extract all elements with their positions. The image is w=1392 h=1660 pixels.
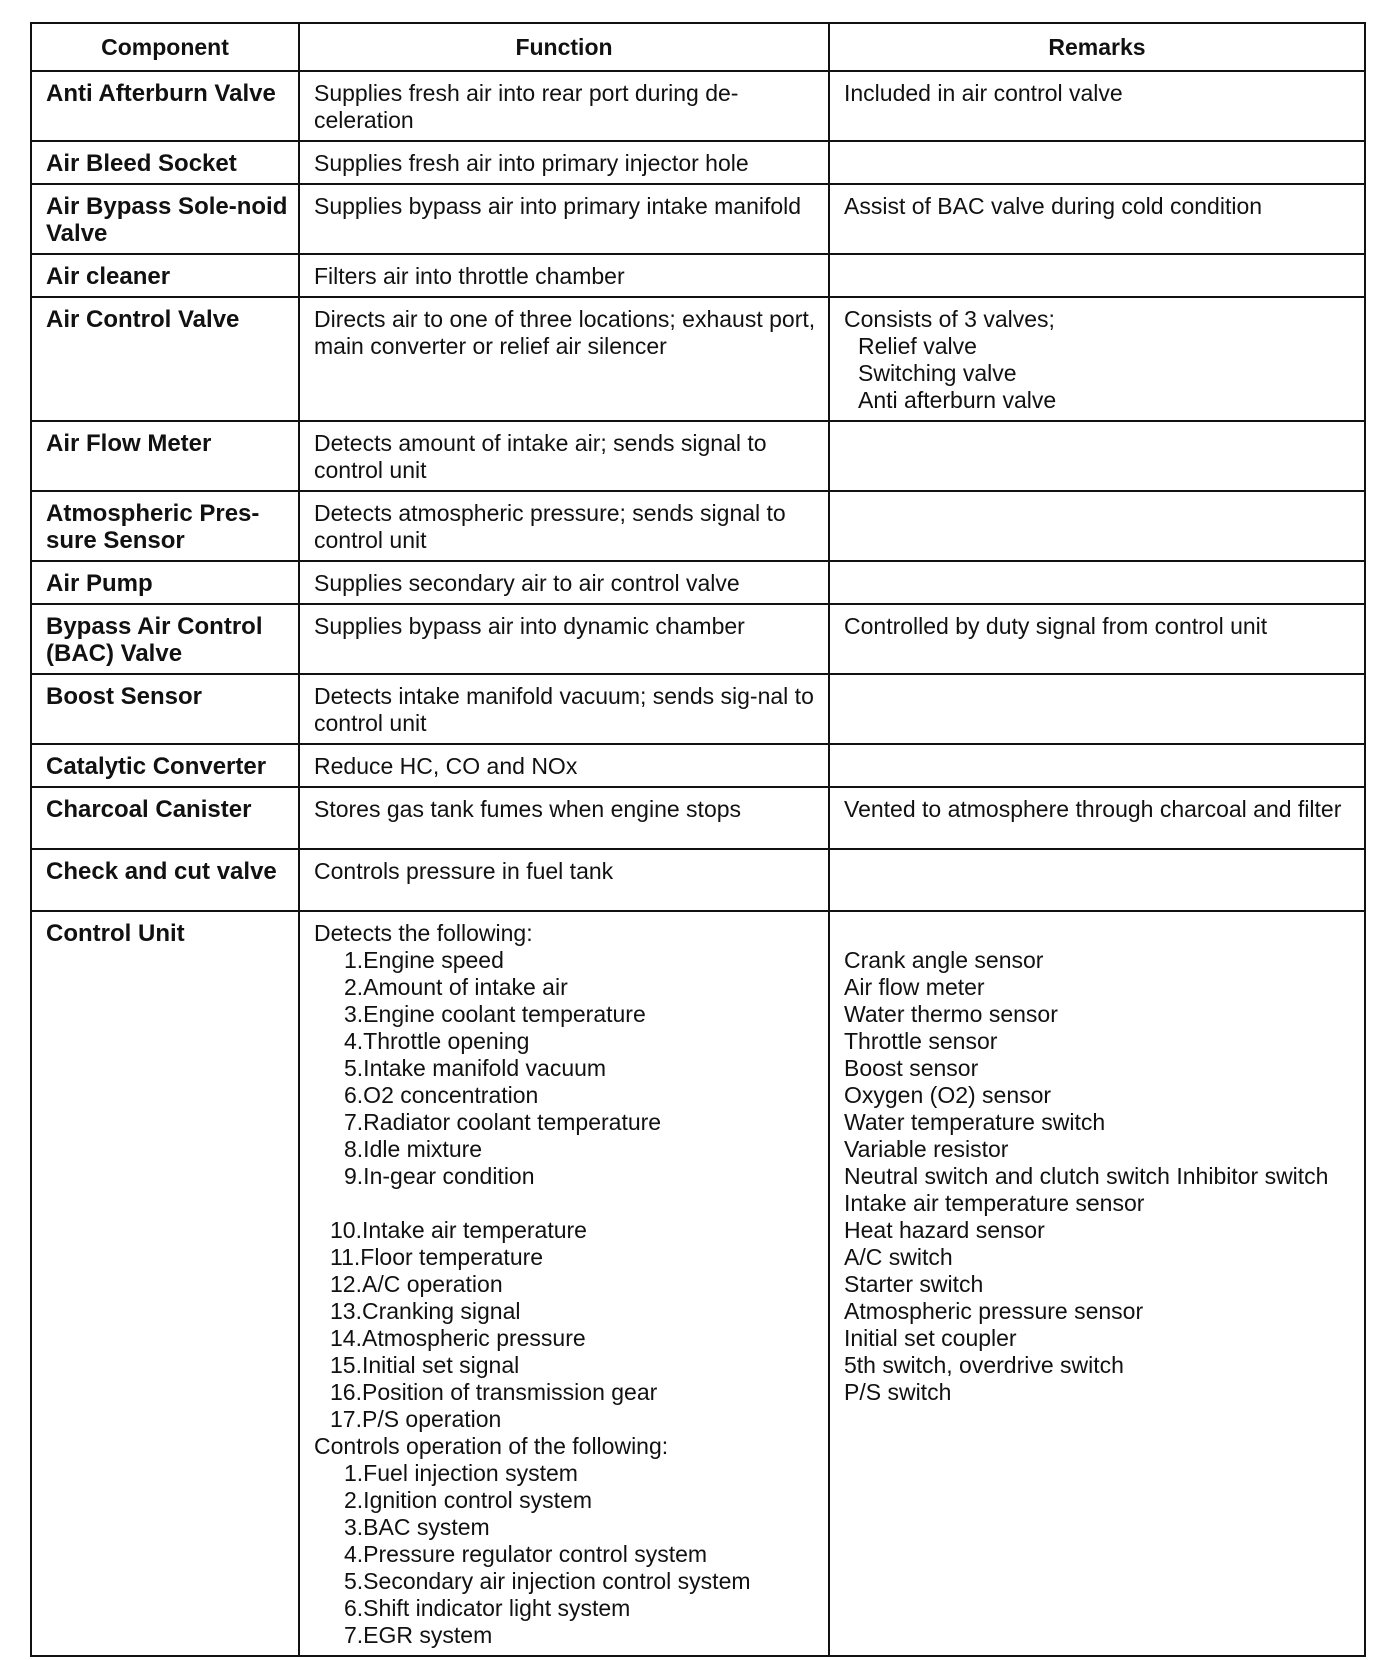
- list-item: 1.Fuel injection system: [344, 1460, 578, 1486]
- remarks-cell: Assist of BAC valve during cold condition: [829, 184, 1365, 254]
- list-item: 9.In-gear condition: [344, 1163, 535, 1189]
- component-cell: Air cleaner: [31, 254, 299, 297]
- function-cell: Detects intake manifold vacuum; sends sig-nal to control unit: [299, 674, 829, 744]
- function-cell: Detects atmospheric pressure; sends signal to control unit: [299, 491, 829, 561]
- component-cell: Air Bypass Sole-noid Valve: [31, 184, 299, 254]
- remarks-cell: Controlled by duty signal from control unit: [829, 604, 1365, 674]
- component-cell: Anti Afterburn Valve: [31, 71, 299, 141]
- table-row: [31, 561, 1365, 604]
- list-item: 4.Throttle opening: [344, 1028, 530, 1054]
- list-item: 16.Position of transmission gear: [330, 1379, 658, 1405]
- list-item: Intake air temperature sensor: [844, 1190, 1145, 1216]
- function-cell: Supplies fresh air into primary injector hole: [299, 141, 829, 184]
- list-item: 7.EGR system: [344, 1622, 493, 1648]
- function-cell: Supplies bypass air into dynamic chamber: [299, 604, 829, 674]
- list-item: 8.Idle mixture: [344, 1136, 483, 1162]
- list-item: Neutral switch and clutch switch Inhibitor switch: [844, 1163, 1329, 1189]
- list-item: Variable resistor: [844, 1136, 1009, 1162]
- list-item: 6.O2 concentration: [344, 1082, 539, 1108]
- list-item: 3.BAC system: [344, 1514, 490, 1540]
- table-row-control-unit: [31, 911, 1365, 1656]
- function-cell: [299, 911, 829, 1656]
- remarks-cell: [829, 849, 1365, 911]
- function-cell: Directs air to one of three locations; exhaust port, main converter or relief air silencer: [299, 297, 829, 421]
- component-cell: Air Pump: [31, 561, 299, 604]
- table-row: [31, 787, 1365, 849]
- controls-intro: Controls operation of the following:: [314, 1433, 669, 1459]
- list-item: 12.A/C operation: [330, 1271, 503, 1297]
- header-function: Function: [299, 23, 829, 71]
- component-cell: Atmospheric Pres-sure Sensor: [31, 491, 299, 561]
- list-item: 14.Atmospheric pressure: [330, 1325, 586, 1351]
- component-cell: Charcoal Canister: [31, 787, 299, 849]
- function-cell: Stores gas tank fumes when engine stops: [299, 787, 829, 849]
- list-item: 4.Pressure regulator control system: [344, 1541, 708, 1567]
- list-item: 10.Intake air temperature: [330, 1217, 587, 1243]
- function-cell: Supplies fresh air into rear port during de-celeration: [299, 71, 829, 141]
- list-item: 7.Radiator coolant temperature: [344, 1109, 662, 1135]
- remarks-cell: [829, 141, 1365, 184]
- component-cell: Boost Sensor: [31, 674, 299, 744]
- component-cell: Air Bleed Socket: [31, 141, 299, 184]
- detects-intro: Detects the following:: [314, 920, 533, 946]
- list-item: Crank angle sensor: [844, 947, 1044, 973]
- list-item: Heat hazard sensor: [844, 1217, 1045, 1243]
- table-row: [31, 71, 1365, 141]
- list-item: Water temperature switch: [844, 1109, 1106, 1135]
- header-component: Component: [31, 23, 299, 71]
- table-row: [31, 744, 1365, 787]
- header-row: [31, 23, 1365, 71]
- function-cell: Reduce HC, CO and NOx: [299, 744, 829, 787]
- list-item: 5th switch, overdrive switch: [844, 1352, 1124, 1378]
- sensor-list: [844, 920, 1354, 1406]
- table-row: [31, 184, 1365, 254]
- list-item: Air flow meter: [844, 974, 985, 1000]
- list-item: P/S switch: [844, 1379, 952, 1405]
- function-cell: Detects amount of intake air; sends signal to control unit: [299, 421, 829, 491]
- table-row: [31, 604, 1365, 674]
- remarks-item: Relief valve: [858, 333, 977, 359]
- function-cell: Supplies bypass air into primary intake manifold: [299, 184, 829, 254]
- controls-list: [314, 1460, 818, 1649]
- remarks-cell: [829, 491, 1365, 561]
- table-row: [31, 491, 1365, 561]
- remarks-cell: [829, 421, 1365, 491]
- list-item: 13.Cranking signal: [330, 1298, 521, 1324]
- remarks-cell: Included in air control valve: [829, 71, 1365, 141]
- list-item: 1.Engine speed: [344, 947, 504, 973]
- list-item: A/C switch: [844, 1244, 953, 1270]
- list-item: 2.Amount of intake air: [344, 974, 568, 1000]
- remarks-intro: Consists of 3 valves;: [844, 306, 1055, 332]
- remarks-cell: [829, 744, 1365, 787]
- component-cell: Catalytic Converter: [31, 744, 299, 787]
- table-row: [31, 421, 1365, 491]
- component-cell: Control Unit: [31, 911, 299, 1656]
- list-item: Boost sensor: [844, 1055, 979, 1081]
- header-remarks: Remarks: [829, 23, 1365, 71]
- list-item: Throttle sensor: [844, 1028, 998, 1054]
- list-item: Starter switch: [844, 1271, 984, 1297]
- list-item: 3.Engine coolant temperature: [344, 1001, 646, 1027]
- list-item: 11.Floor temperature: [330, 1244, 544, 1270]
- component-table: [30, 22, 1366, 1657]
- list-item: 6.Shift indicator light system: [344, 1595, 631, 1621]
- remarks-cell: Vented to atmosphere through charcoal and filter: [829, 787, 1365, 849]
- table-row: [31, 141, 1365, 184]
- table-row: [31, 674, 1365, 744]
- component-cell: Check and cut valve: [31, 849, 299, 911]
- list-item: 2.Ignition control system: [344, 1487, 593, 1513]
- list-item: Atmospheric pressure sensor: [844, 1298, 1144, 1324]
- list-item: Initial set coupler: [844, 1325, 1017, 1351]
- function-cell: Controls pressure in fuel tank: [299, 849, 829, 911]
- component-cell: Air Flow Meter: [31, 421, 299, 491]
- function-cell: Filters air into throttle chamber: [299, 254, 829, 297]
- remarks-cell: [829, 254, 1365, 297]
- list-item: Water thermo sensor: [844, 1001, 1058, 1027]
- list-item: 15.Initial set signal: [330, 1352, 520, 1378]
- remarks-cell: [829, 674, 1365, 744]
- list-item: 5.Intake manifold vacuum: [344, 1055, 607, 1081]
- remarks-cell: [829, 297, 1365, 421]
- component-cell: Bypass Air Control (BAC) Valve: [31, 604, 299, 674]
- function-cell: Supplies secondary air to air control valve: [299, 561, 829, 604]
- remarks-cell: [829, 911, 1365, 1656]
- remarks-item: Switching valve: [858, 360, 1017, 386]
- list-item: 5.Secondary air injection control system: [344, 1568, 751, 1594]
- table-row: [31, 254, 1365, 297]
- detects-list: [314, 947, 818, 1433]
- list-item: 17.P/S operation: [330, 1406, 502, 1432]
- table-row: [31, 297, 1365, 421]
- remarks-item: Anti afterburn valve: [858, 387, 1057, 413]
- component-cell: Air Control Valve: [31, 297, 299, 421]
- list-item: Oxygen (O2) sensor: [844, 1082, 1052, 1108]
- remarks-cell: [829, 561, 1365, 604]
- table-row: [31, 849, 1365, 911]
